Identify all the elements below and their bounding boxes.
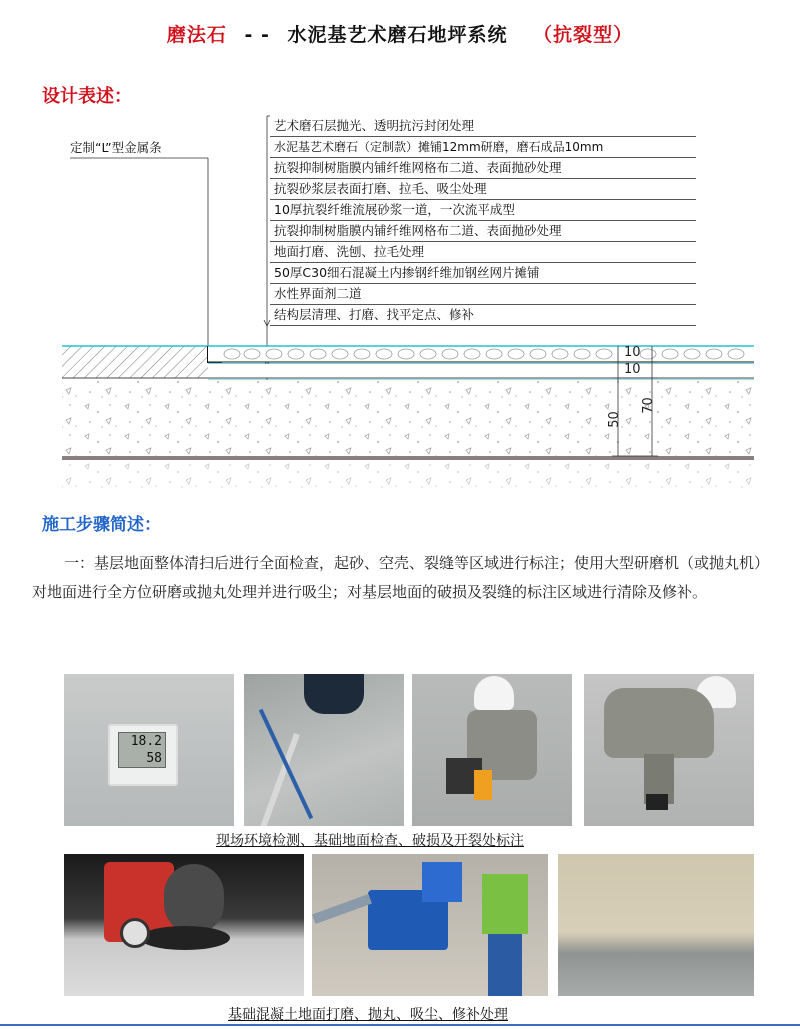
thermo-reading-bottom: 58	[146, 751, 162, 766]
layer-item: 抗裂砂浆层表面打磨、拉毛、吸尘处理	[270, 179, 696, 200]
layer-item: 抗裂抑制树脂膜内铺纤维网格布二道、表面抛砂处理	[270, 221, 696, 242]
thermo-reading-top: 18.2	[130, 734, 162, 749]
metal-strip-label: 定制“L”型金属条	[70, 140, 162, 155]
page-title	[0, 20, 800, 47]
concrete-base	[62, 380, 754, 456]
layer-item: 艺术磨石层抛光、透明抗污封闭处理	[270, 116, 696, 137]
system-variant: （抗裂型）	[533, 24, 634, 46]
dim-total-label: 70	[640, 397, 656, 414]
brand-name: 磨法石	[166, 24, 227, 46]
layer-item: 抗裂抑制树脂膜内铺纤维网格布二道、表面抛砂处理	[270, 158, 696, 179]
photo-worker-marking	[584, 674, 754, 826]
construction-heading: 施工步骤简述：	[42, 515, 161, 535]
photo-floor-inspection	[244, 674, 404, 826]
layer-item: 10厚抗裂纤维流展砂浆一道，一次流平成型	[270, 200, 696, 221]
layer-item: 结构层清理、打磨、找平定点、修补	[270, 305, 696, 326]
thermometer-device	[108, 724, 178, 786]
layer-item: 50厚C30细石混凝土内掺钢纤维加钢丝网片摊铺	[270, 263, 696, 284]
step-one-text: 一：基层地面整体清扫后进行全面检查，起砂、空壳、裂缝等区域进行标注；使用大型研磨机（或抛丸机）对地面进行全方位研磨或抛丸处理并进行吸尘；对基层地面的破损及裂缝的标注区域进行清除及修补。	[32, 554, 770, 601]
structural-slab	[62, 456, 754, 460]
caption-row-two: 基础混凝土地面打磨、抛丸、吸尘、修补处理	[228, 1007, 508, 1023]
dim-mid-label: 10	[624, 362, 641, 377]
layer-item: 水性界面剂二道	[270, 284, 696, 305]
floor-section-diagram	[0, 100, 800, 500]
dim-top-label: 10	[624, 345, 641, 360]
layer-item: 水泥基艺术磨石（定制款）摊铺12mm研磨，磨石成品10mm	[270, 137, 696, 158]
layer-item: 地面打磨、洗刨、拉毛处理	[270, 242, 696, 263]
photo-grinding-machine	[64, 854, 304, 996]
caption-row-one: 现场环境检测、基础地面检查、破损及开裂处标注	[216, 833, 524, 849]
photo-thermometer	[64, 674, 234, 826]
dim-base-label: 50	[606, 411, 622, 428]
design-heading: 设计表述：	[42, 86, 132, 107]
photo-crack-marking	[412, 674, 572, 826]
photo-floor-surface	[558, 854, 754, 996]
bottom-border	[0, 1024, 800, 1026]
photo-shot-blasting	[312, 854, 548, 996]
existing-floor-hatch	[62, 346, 208, 378]
system-name: 水泥基艺术磨石地坪系统	[287, 24, 508, 46]
title-separator: - -	[244, 24, 270, 46]
